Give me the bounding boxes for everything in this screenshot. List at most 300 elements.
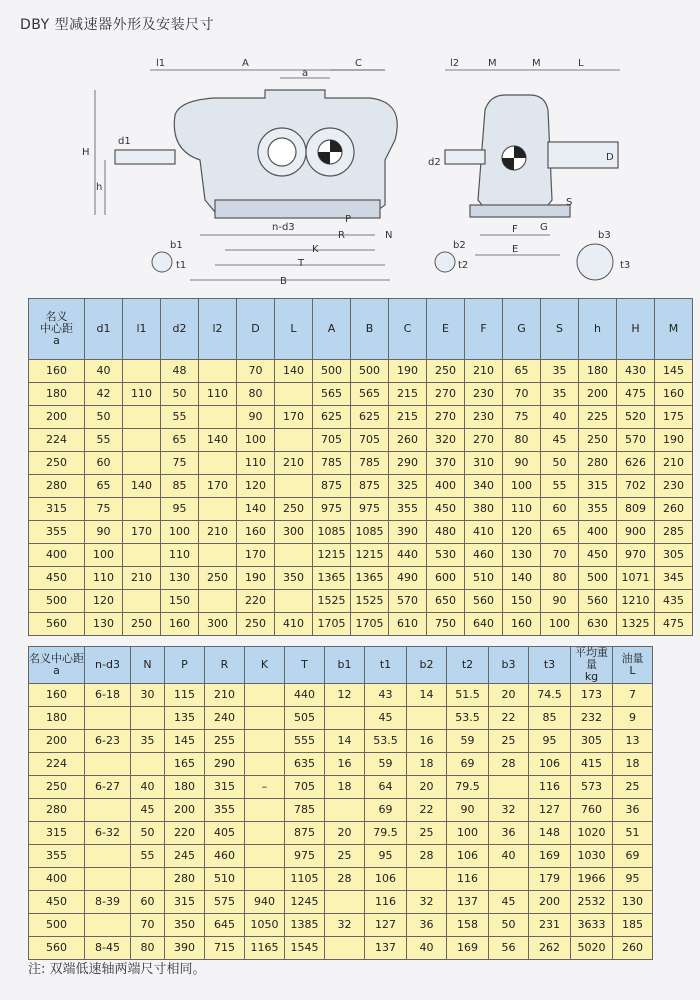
table-cell <box>325 891 365 914</box>
table-cell: 475 <box>655 613 693 636</box>
column-header: E <box>427 299 465 360</box>
table-cell <box>85 753 131 776</box>
table-cell: 224 <box>29 753 85 776</box>
dim-label-L: L <box>578 58 584 69</box>
dim-label-M2: M <box>532 58 541 69</box>
table-cell: 875 <box>351 475 389 498</box>
table-cell: 250 <box>29 452 85 475</box>
table-cell: 355 <box>389 498 427 521</box>
table-cell <box>199 406 237 429</box>
table-cell: 231 <box>529 914 571 937</box>
table-cell: 355 <box>29 845 85 868</box>
dim-label-t3: t3 <box>620 260 631 271</box>
table-cell: 140 <box>275 360 313 383</box>
table-cell: 140 <box>237 498 275 521</box>
column-header: d1 <box>85 299 123 360</box>
table-cell: 570 <box>617 429 655 452</box>
column-header: R <box>205 647 245 684</box>
table-cell: 75 <box>85 498 123 521</box>
table-cell: 560 <box>29 613 85 636</box>
table-row <box>29 429 693 452</box>
table-cell: 55 <box>541 475 579 498</box>
table-cell: 185 <box>613 914 653 937</box>
table-cell: 70 <box>541 544 579 567</box>
table-cell: 1966 <box>571 868 613 891</box>
dim-label-N: N <box>385 230 393 241</box>
table-cell: 55 <box>131 845 165 868</box>
table-cell: 100 <box>503 475 541 498</box>
table-cell: 210 <box>199 521 237 544</box>
table-cell: 320 <box>427 429 465 452</box>
table-cell: 310 <box>465 452 503 475</box>
table-row <box>29 452 693 475</box>
table-cell: 210 <box>655 452 693 475</box>
table-cell <box>199 452 237 475</box>
table-cell: 65 <box>541 521 579 544</box>
table-cell: 14 <box>325 730 365 753</box>
table-cell: 705 <box>351 429 389 452</box>
table-cell <box>245 707 285 730</box>
table-row <box>29 684 653 707</box>
table-row <box>29 799 653 822</box>
dim-label-n-d3: n-d3 <box>272 222 295 233</box>
dim-label-l1: l1 <box>156 58 166 69</box>
table-cell: 1245 <box>285 891 325 914</box>
table-cell: 100 <box>237 429 275 452</box>
table-cell: 6-32 <box>85 822 131 845</box>
table-cell: 70 <box>131 914 165 937</box>
table-cell: 240 <box>205 707 245 730</box>
table-cell: 116 <box>447 868 489 891</box>
table-cell: 55 <box>85 429 123 452</box>
table-cell: 64 <box>365 776 407 799</box>
table-cell: 500 <box>29 914 85 937</box>
table-cell: 100 <box>447 822 489 845</box>
table-cell: 95 <box>613 868 653 891</box>
table-cell: 28 <box>325 868 365 891</box>
table-row <box>29 613 693 636</box>
table-cell: 169 <box>529 845 571 868</box>
table-cell: 45 <box>131 799 165 822</box>
table-cell: 630 <box>579 613 617 636</box>
table-cell: 116 <box>365 891 407 914</box>
table-cell: 285 <box>655 521 693 544</box>
table-row <box>29 937 653 960</box>
table-cell: 560 <box>579 590 617 613</box>
table-cell: 1215 <box>313 544 351 567</box>
table-cell: 20 <box>325 822 365 845</box>
table-cell: 340 <box>465 475 503 498</box>
table-cell: 50 <box>85 406 123 429</box>
table-cell: 79.5 <box>365 822 407 845</box>
table-cell: 9 <box>613 707 653 730</box>
table-cell: 510 <box>205 868 245 891</box>
table-cell: 785 <box>285 799 325 822</box>
table-cell <box>199 544 237 567</box>
table-cell <box>275 544 313 567</box>
table-cell: 1210 <box>617 590 655 613</box>
table-cell: 450 <box>29 891 85 914</box>
table-cell: 60 <box>541 498 579 521</box>
table-cell <box>131 868 165 891</box>
table-cell: 250 <box>29 776 85 799</box>
table-cell: 573 <box>571 776 613 799</box>
table-cell: 260 <box>655 498 693 521</box>
column-header: N <box>131 647 165 684</box>
table-cell <box>275 590 313 613</box>
table-cell: 1705 <box>351 613 389 636</box>
table-cell: 650 <box>427 590 465 613</box>
table-cell: 160 <box>237 521 275 544</box>
table-cell: 12 <box>325 684 365 707</box>
table-row <box>29 590 693 613</box>
page-title: DBY 型减速器外形及安装尺寸 <box>20 17 215 33</box>
table-cell: 645 <box>205 914 245 937</box>
column-header: L <box>275 299 313 360</box>
table-cell: 500 <box>29 590 85 613</box>
table-cell: 51.5 <box>447 684 489 707</box>
table-cell: 975 <box>351 498 389 521</box>
table-cell: 145 <box>165 730 205 753</box>
table-cell: 28 <box>489 753 529 776</box>
table-cell: 225 <box>579 406 617 429</box>
table-cell: 110 <box>503 498 541 521</box>
table-cell: 160 <box>503 613 541 636</box>
column-header: l1 <box>123 299 161 360</box>
column-header: S <box>541 299 579 360</box>
table-cell: 565 <box>351 383 389 406</box>
table-cell <box>325 937 365 960</box>
table-cell: 200 <box>165 799 205 822</box>
table-cell: 370 <box>427 452 465 475</box>
table-cell: 315 <box>29 498 85 521</box>
table-cell: 42 <box>85 383 123 406</box>
table-cell: 410 <box>465 521 503 544</box>
table-cell: 160 <box>29 360 85 383</box>
table-cell <box>85 799 131 822</box>
table-cell: 69 <box>365 799 407 822</box>
table-cell: 158 <box>447 914 489 937</box>
footnote: 注: 双端低速轴两端尺寸相同。 <box>28 962 206 977</box>
table-cell: 74.5 <box>529 684 571 707</box>
table-cell: 45 <box>541 429 579 452</box>
table-cell: 760 <box>571 799 613 822</box>
table-cell: 220 <box>165 822 205 845</box>
table-cell: 210 <box>465 360 503 383</box>
table-cell: 25 <box>407 822 447 845</box>
table-cell: 43 <box>365 684 407 707</box>
table-cell: 140 <box>199 429 237 452</box>
dim-label-b1: b1 <box>170 240 183 251</box>
table-cell <box>245 753 285 776</box>
table-cell: 210 <box>205 684 245 707</box>
table-cell: 520 <box>617 406 655 429</box>
table-cell <box>407 707 447 730</box>
table-cell: 1050 <box>245 914 285 937</box>
table-cell: 75 <box>161 452 199 475</box>
table-cell: 170 <box>199 475 237 498</box>
table-cell: 440 <box>285 684 325 707</box>
table-cell: 200 <box>29 406 85 429</box>
table-cell: 50 <box>489 914 529 937</box>
table-row <box>29 730 653 753</box>
table-cell: 940 <box>245 891 285 914</box>
table-cell: 100 <box>541 613 579 636</box>
table-cell: 350 <box>165 914 205 937</box>
table-cell: 280 <box>165 868 205 891</box>
table-cell: 160 <box>655 383 693 406</box>
dim-label-S: S <box>566 197 573 208</box>
table-cell: 490 <box>389 567 427 590</box>
table-cell: 120 <box>503 521 541 544</box>
table-cell: 705 <box>313 429 351 452</box>
table-cell: 90 <box>237 406 275 429</box>
table-cell <box>325 707 365 730</box>
table-cell: 230 <box>465 406 503 429</box>
table-cell: 6-27 <box>85 776 131 799</box>
table-cell: 350 <box>275 567 313 590</box>
table-cell: 315 <box>205 776 245 799</box>
table-cell: 50 <box>131 822 165 845</box>
table-cell: 345 <box>655 567 693 590</box>
table-row <box>29 383 693 406</box>
table-cell: 255 <box>205 730 245 753</box>
table-cell: 215 <box>389 383 427 406</box>
table-cell: 530 <box>427 544 465 567</box>
table-cell: 355 <box>29 521 85 544</box>
table-cell: 975 <box>313 498 351 521</box>
table-cell: 1325 <box>617 613 655 636</box>
table-cell <box>407 868 447 891</box>
table-cell: 130 <box>613 891 653 914</box>
table-cell: 315 <box>579 475 617 498</box>
table-cell: 90 <box>503 452 541 475</box>
table-cell: 90 <box>541 590 579 613</box>
column-header: l2 <box>199 299 237 360</box>
column-header: 名义 中心距 a <box>29 299 85 360</box>
table-cell: 245 <box>165 845 205 868</box>
table-cell: 59 <box>365 753 407 776</box>
table-cell: 180 <box>579 360 617 383</box>
dim-label-a: a <box>302 68 309 79</box>
table-cell: 36 <box>489 822 529 845</box>
table-cell: 224 <box>29 429 85 452</box>
table-cell: 809 <box>617 498 655 521</box>
table-cell: 1525 <box>313 590 351 613</box>
table-cell: 115 <box>165 684 205 707</box>
table-cell: 250 <box>199 567 237 590</box>
column-header: b1 <box>325 647 365 684</box>
table-cell <box>123 406 161 429</box>
table-cell: 18 <box>407 753 447 776</box>
table-cell: 210 <box>275 452 313 475</box>
table-cell: 60 <box>131 891 165 914</box>
table-cell: 150 <box>503 590 541 613</box>
table-cell: 250 <box>237 613 275 636</box>
dim-label-h: h <box>96 182 103 193</box>
table-cell: 260 <box>389 429 427 452</box>
table-cell <box>85 845 131 868</box>
table-cell: 560 <box>465 590 503 613</box>
table-cell: 300 <box>199 613 237 636</box>
table-cell: 8-45 <box>85 937 131 960</box>
column-header: t3 <box>529 647 571 684</box>
column-header: 名义中心距 a <box>29 647 85 684</box>
table-cell: 280 <box>29 799 85 822</box>
table-cell: 610 <box>389 613 427 636</box>
table-cell: 110 <box>123 383 161 406</box>
table-cell: 137 <box>365 937 407 960</box>
table-cell: 65 <box>503 360 541 383</box>
table-cell: 6-18 <box>85 684 131 707</box>
dim-label-d1: d1 <box>118 136 131 147</box>
table-cell: 160 <box>161 613 199 636</box>
table-cell: 65 <box>161 429 199 452</box>
column-header: K <box>245 647 285 684</box>
table-cell: 100 <box>85 544 123 567</box>
table-cell: 1071 <box>617 567 655 590</box>
table-cell: 215 <box>389 406 427 429</box>
table-cell: 20 <box>489 684 529 707</box>
table-cell: 305 <box>571 730 613 753</box>
table-cell: 450 <box>427 498 465 521</box>
table-cell: 20 <box>407 776 447 799</box>
table-cell: 190 <box>389 360 427 383</box>
table-cell: 8-39 <box>85 891 131 914</box>
column-header: D <box>237 299 275 360</box>
table-cell: 80 <box>237 383 275 406</box>
table-cell: 130 <box>161 567 199 590</box>
table-cell: 400 <box>29 868 85 891</box>
table-cell: 180 <box>29 707 85 730</box>
table-cell: 450 <box>579 544 617 567</box>
table-cell: 3633 <box>571 914 613 937</box>
table-cell: 106 <box>447 845 489 868</box>
table-cell: 410 <box>275 613 313 636</box>
table-cell: 270 <box>427 383 465 406</box>
table-cell: 875 <box>285 822 325 845</box>
table-cell <box>123 452 161 475</box>
table-cell: 35 <box>541 360 579 383</box>
table-cell: 705 <box>285 776 325 799</box>
table-cell: 179 <box>529 868 571 891</box>
column-header: G <box>503 299 541 360</box>
table-cell: 190 <box>655 429 693 452</box>
table-cell: 430 <box>617 360 655 383</box>
table-cell: 250 <box>275 498 313 521</box>
table-cell: 1545 <box>285 937 325 960</box>
table-row <box>29 845 653 868</box>
dim-label-M1: M <box>488 58 497 69</box>
table-cell: 90 <box>447 799 489 822</box>
table-cell: 6-23 <box>85 730 131 753</box>
table-cell: 173 <box>571 684 613 707</box>
table-cell: 36 <box>407 914 447 937</box>
table-cell <box>275 475 313 498</box>
table-cell: 355 <box>205 799 245 822</box>
table-cell: 106 <box>529 753 571 776</box>
table-cell: 32 <box>325 914 365 937</box>
table-cell: 280 <box>29 475 85 498</box>
table-cell: 130 <box>85 613 123 636</box>
table-cell <box>245 684 285 707</box>
table-cell: 16 <box>325 753 365 776</box>
table-cell: 180 <box>165 776 205 799</box>
table-cell: 1365 <box>351 567 389 590</box>
table-cell: 16 <box>407 730 447 753</box>
table-cell <box>275 429 313 452</box>
table-cell: 400 <box>579 521 617 544</box>
table-cell: 140 <box>503 567 541 590</box>
table-cell: 48 <box>161 360 199 383</box>
table-cell: 600 <box>427 567 465 590</box>
table-cell: 35 <box>541 383 579 406</box>
table-cell: 262 <box>529 937 571 960</box>
table-cell: 95 <box>529 730 571 753</box>
table-cell: 170 <box>123 521 161 544</box>
table-cell: 69 <box>447 753 489 776</box>
table-cell: 1365 <box>313 567 351 590</box>
table-cell: 120 <box>85 590 123 613</box>
table-cell: 56 <box>489 937 529 960</box>
table-cell: 970 <box>617 544 655 567</box>
table-cell: 70 <box>503 383 541 406</box>
table-cell: 130 <box>503 544 541 567</box>
table-cell <box>199 360 237 383</box>
table-cell: 440 <box>389 544 427 567</box>
table-cell: 95 <box>161 498 199 521</box>
table-cell: 145 <box>655 360 693 383</box>
table-cell: 40 <box>407 937 447 960</box>
table-cell: 200 <box>579 383 617 406</box>
table-cell: 7 <box>613 684 653 707</box>
table-cell: 50 <box>161 383 199 406</box>
table-cell: – <box>245 776 285 799</box>
table-cell: 560 <box>29 937 85 960</box>
table-cell: 702 <box>617 475 655 498</box>
table-row <box>29 914 653 937</box>
table-cell: 220 <box>237 590 275 613</box>
table-cell: 300 <box>275 521 313 544</box>
table-cell: 475 <box>617 383 655 406</box>
table-cell: 51 <box>613 822 653 845</box>
table-cell: 1085 <box>313 521 351 544</box>
table-cell: 415 <box>571 753 613 776</box>
table-row <box>29 753 653 776</box>
column-header: P <box>165 647 205 684</box>
table-cell: 160 <box>29 684 85 707</box>
table-cell: 232 <box>571 707 613 730</box>
table-cell: 140 <box>123 475 161 498</box>
column-header: b2 <box>407 647 447 684</box>
table-cell: 900 <box>617 521 655 544</box>
table-cell: 250 <box>579 429 617 452</box>
table-cell <box>123 544 161 567</box>
table-cell: 750 <box>427 613 465 636</box>
table-cell: 65 <box>85 475 123 498</box>
table-row <box>29 868 653 891</box>
table-cell: 18 <box>325 776 365 799</box>
table-cell: 250 <box>123 613 161 636</box>
dim-label-b2: b2 <box>453 240 466 251</box>
table-row <box>29 544 693 567</box>
table-cell: 95 <box>365 845 407 868</box>
table-row <box>29 707 653 730</box>
dim-label-E: E <box>512 244 519 255</box>
table-cell <box>85 707 131 730</box>
table-cell: 90 <box>85 521 123 544</box>
table-cell: 55 <box>161 406 199 429</box>
